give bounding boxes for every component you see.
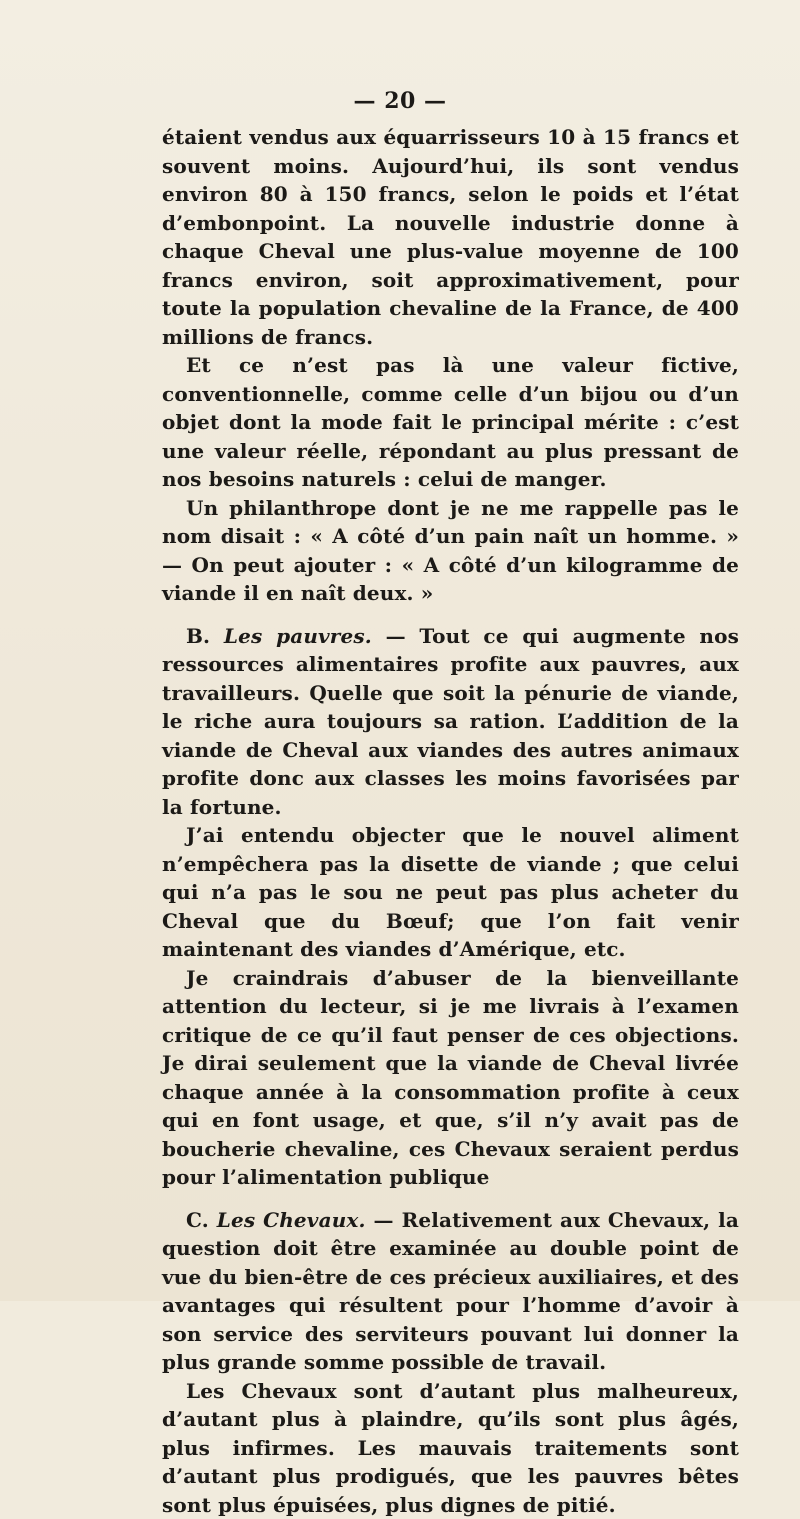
page-number: — 20 — xyxy=(0,88,800,114)
paragraph-6: Je craindrais d’abuser de la bienveillante attention du lecteur, si je me livrais à l’examen critique de ce qu’il faut penser de ces objections. Je dirai seulement que la viande de Cheval livrée chaque année à la consommation profite à ceux qui en font usage, et que, s’il n’y avait pas de boucherie chevaline, ces Chevaux seraient perdus pour l’alimentation publique xyxy=(162,964,739,1192)
section-c-heading: Les Chevaux. xyxy=(217,1208,366,1232)
paragraph-2: Et ce n’est pas là une valeur fictive, conventionnelle, comme celle d’un bijou ou d’un objet dont la mode fait le principal mérite : c’est une valeur réelle, répondant au plus pressant de nos besoins naturels : celui de manger. xyxy=(162,351,739,494)
paragraph-1: étaient vendus aux équarrisseurs 10 à 15 francs et souvent moins. Aujourd’hui, ils sont vendus environ 80 à 150 francs, selon le poids et l’état d’embonpoint. La nouvelle industrie donne à chaque Cheval une plus-value moyenne de 100 francs environ, soit approximativement, pour toute la population chevaline de la France, de 400 millions de francs. xyxy=(162,123,739,351)
section-b-paragraph xyxy=(162,622,739,822)
section-b-label: B. xyxy=(186,624,210,648)
section-c-text: — Relativement aux Chevaux, la question doit être examinée au double point de vue du bien-être de ces précieux auxiliaires, et des avantages qui résultent pour l’homme d’avoir à son service des serviteurs pouvant lui donner la plus grande somme possible de travail. xyxy=(162,1208,739,1375)
section-c-label: C. xyxy=(186,1208,209,1232)
paragraph-5: J’ai entendu objecter que le nouvel aliment n’empêchera pas la disette de viande ; que celui qui n’a pas le sou ne peut pas plus acheter du Cheval que du Bœuf; que l’on fait venir maintenant des viandes d’Amérique, etc. xyxy=(162,821,739,964)
section-b-heading: Les pauvres. xyxy=(224,624,372,648)
body-text xyxy=(162,123,739,1519)
paragraph-8: Les Chevaux sont d’autant plus malheureux, d’autant plus à plaindre, qu’ils sont plus âgés, plus infirmes. Les mauvais traitements sont d’autant plus prodigués, que les pauvres bêtes sont plus épuisées, plus dignes de pitié. xyxy=(162,1377,739,1519)
paragraph-3: Un philanthrope dont je ne me rappelle pas le nom disait : « A côté d’un pain naît un homme. » — On peut ajouter : « A côté d’un kilogramme de viande il en naît deux. » xyxy=(162,494,739,608)
section-c-paragraph xyxy=(162,1206,739,1377)
section-b-text: — Tout ce qui augmente nos ressources alimentaires profite aux pauvres, aux travailleurs. Quelle que soit la pénurie de viande, le riche aura toujours sa ration. L’addition de la viande de Cheval aux viandes des autres animaux profite donc aux classes les moins favorisées par la fortune. xyxy=(162,624,739,819)
